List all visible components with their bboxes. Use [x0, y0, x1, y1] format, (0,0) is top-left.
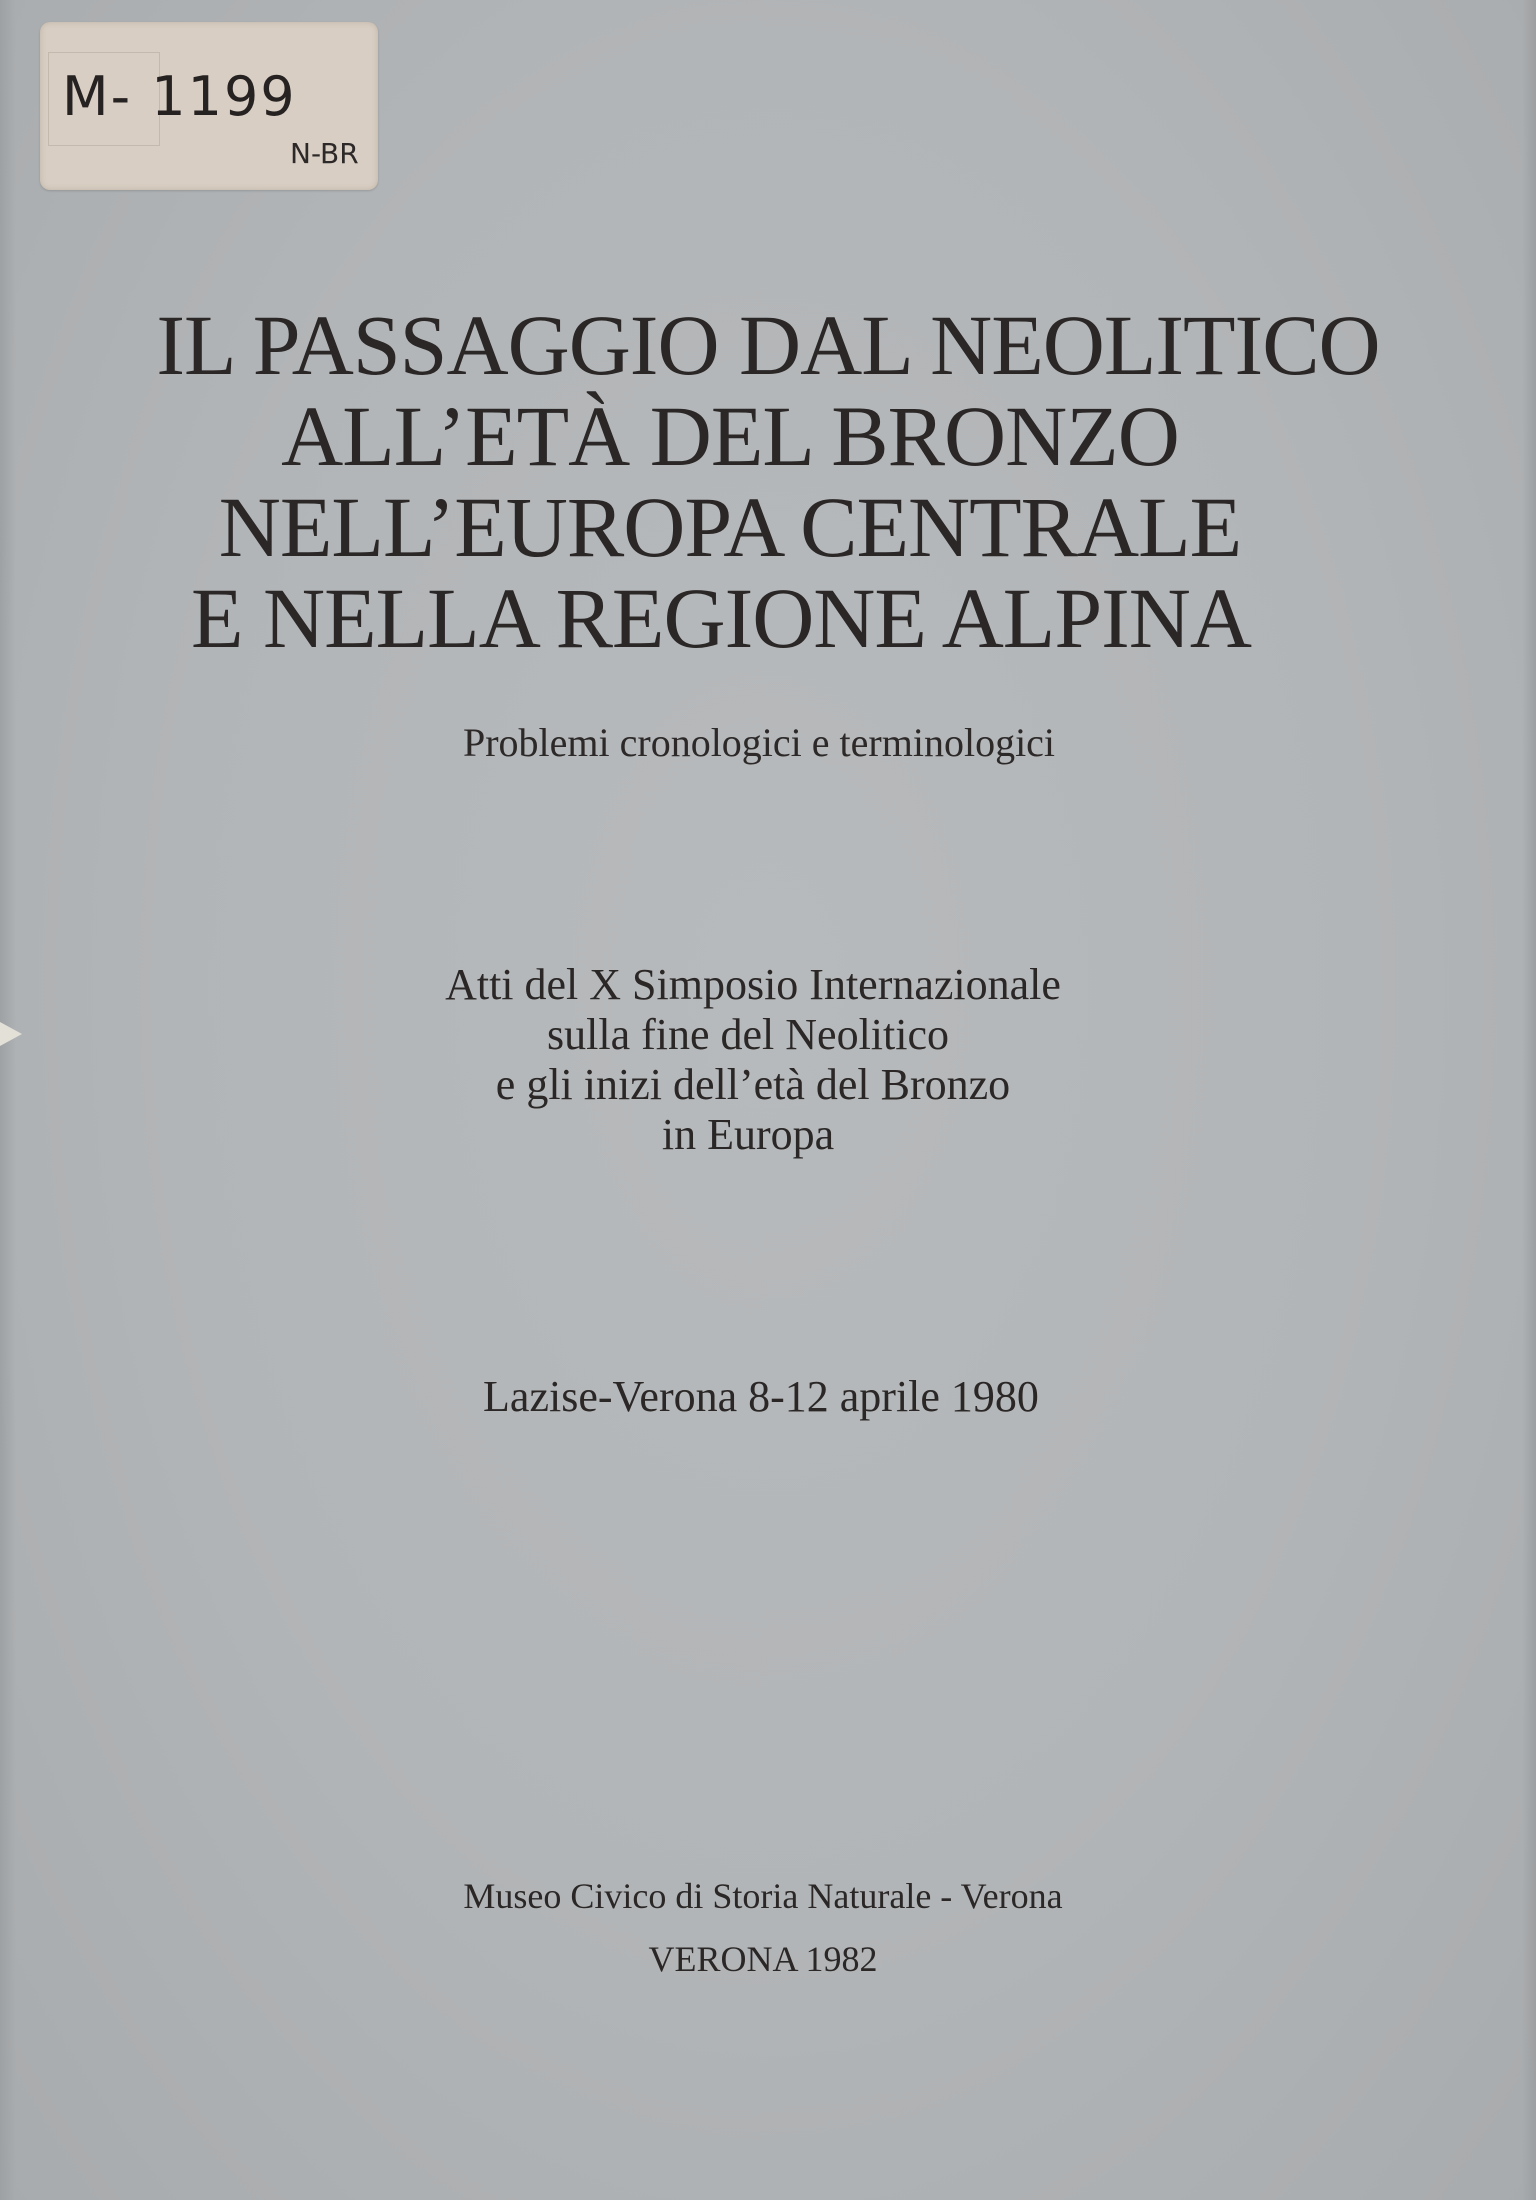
proceedings-line-2: sulla fine del Neolitico — [547, 1010, 949, 1059]
title-line-3: NELL’EUROPA CENTRALE — [218, 479, 1242, 575]
title-line-4: E NELLA REGIONE ALPINA — [190, 570, 1252, 666]
event-place-date: Lazise-Verona 8-12 aprile 1980 — [483, 1372, 1039, 1421]
book-title — [0, 297, 1536, 666]
publication-place-year: VERONA 1982 — [648, 1939, 878, 1979]
title-line-1: IL PASSAGGIO DAL NEOLITICO — [156, 297, 1380, 393]
publisher-block — [0, 1872, 1536, 1983]
publisher-name: Museo Civico di Storia Naturale - Verona — [463, 1876, 1063, 1916]
catalog-subcode: N-BR — [290, 137, 359, 170]
catalog-code: M- 1199 — [62, 65, 297, 128]
catalog-label-sticker — [40, 22, 378, 190]
proceedings-line-4: in Europa — [661, 1110, 835, 1159]
proceedings-line-1: Atti del X Simposio Internazionale — [445, 960, 1061, 1009]
proceedings-line-3: e gli inizi dell’età del Bronzo — [495, 1060, 1011, 1109]
proceedings-description — [0, 960, 1536, 1160]
title-line-2: ALL’ETÀ DEL BRONZO — [281, 388, 1179, 484]
book-subtitle: Problemi cronologici e terminologici — [462, 720, 1056, 765]
